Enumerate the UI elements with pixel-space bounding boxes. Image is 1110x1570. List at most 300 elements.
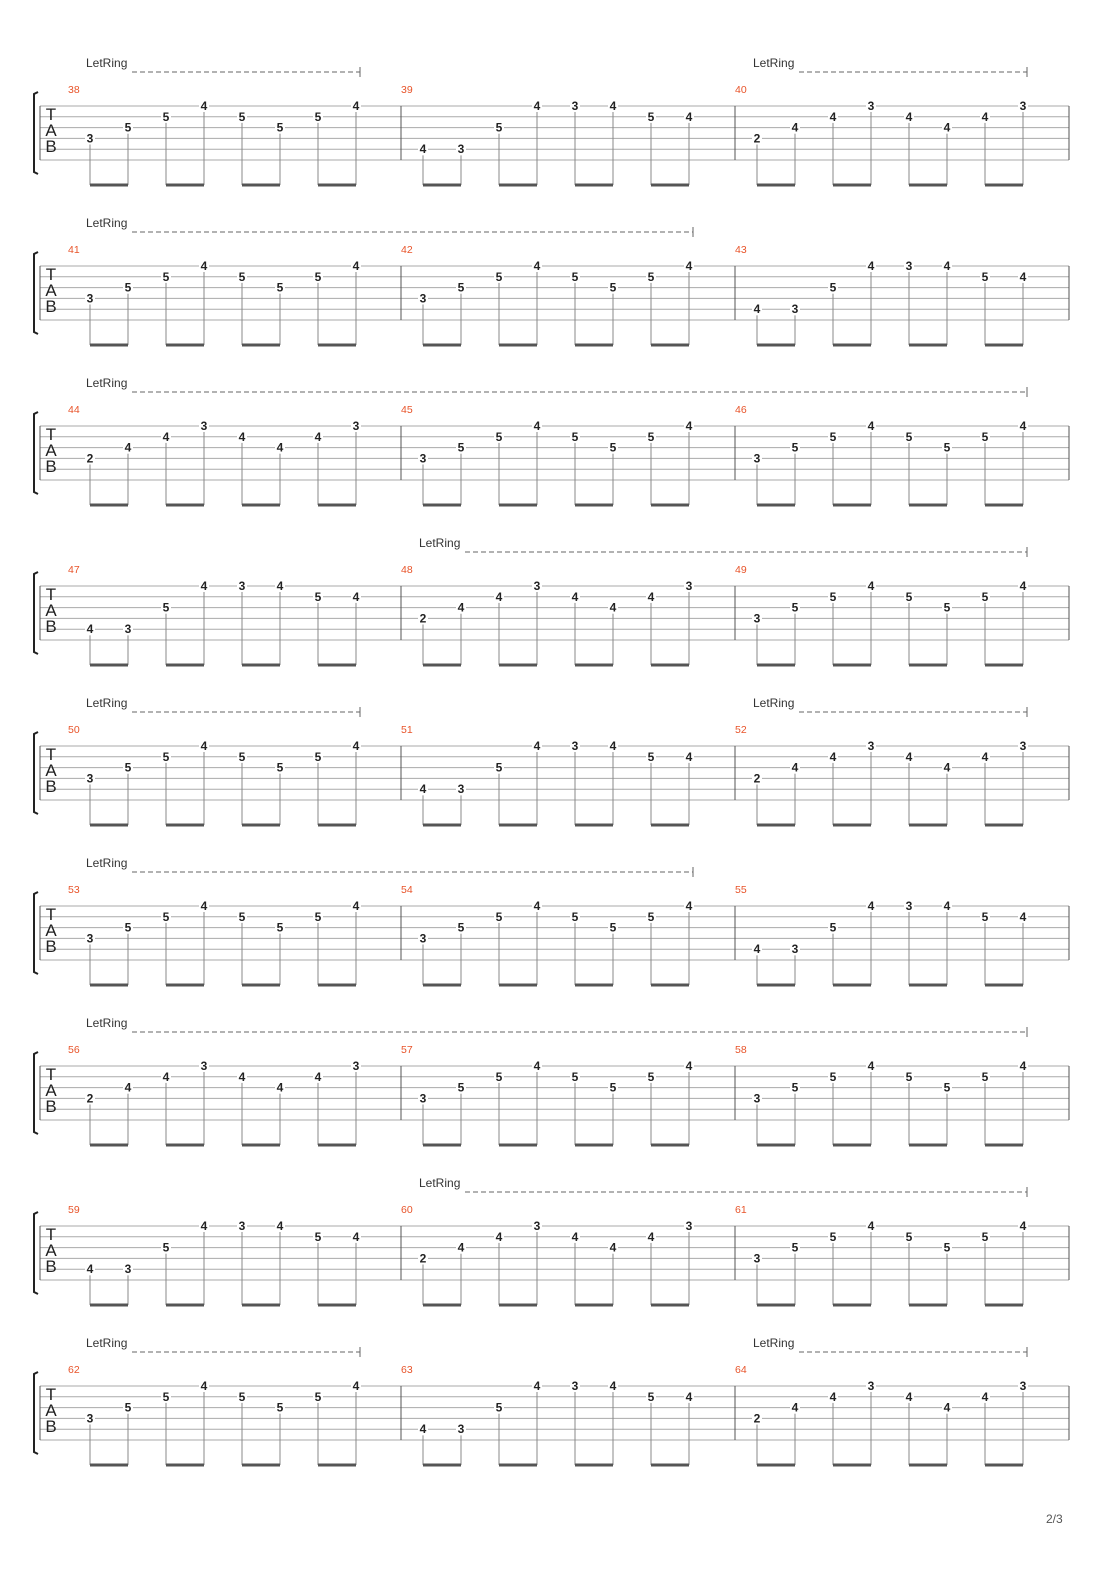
fret-number: 5: [276, 920, 284, 935]
fret-number: 3: [791, 302, 799, 317]
measure-number: 59: [68, 1204, 80, 1216]
fret-number: 3: [685, 579, 693, 593]
fret-number: 4: [162, 1069, 170, 1084]
fret-number: 5: [495, 1400, 503, 1415]
fret-number: 4: [753, 942, 761, 957]
fret-number: 5: [238, 909, 246, 924]
measure-number: 54: [401, 884, 413, 896]
fret-number: 3: [124, 622, 132, 637]
fret-number: 3: [753, 451, 761, 466]
fret-number: 5: [495, 120, 503, 135]
fret-number: 4: [1019, 909, 1027, 924]
fret-number: 5: [495, 269, 503, 284]
fret-number: 4: [867, 579, 875, 593]
fret-number: 4: [200, 899, 208, 913]
fret-number: 5: [791, 600, 799, 615]
fret-number: 4: [238, 1069, 246, 1084]
fret-number: 5: [314, 589, 322, 604]
fret-number: 5: [124, 120, 132, 135]
fret-number: 5: [981, 909, 989, 924]
fret-number: 5: [791, 1240, 799, 1255]
fret-number: 4: [685, 1059, 693, 1073]
fret-number: 5: [314, 269, 322, 284]
fret-number: 3: [457, 1422, 465, 1437]
fret-number: 4: [609, 600, 617, 615]
fret-number: 4: [352, 1379, 360, 1393]
fret-number: 3: [685, 1219, 693, 1233]
fret-number: 3: [86, 931, 94, 946]
letring-label: LetRing: [86, 376, 128, 390]
system-bracket: [34, 892, 38, 974]
fret-number: 5: [276, 1400, 284, 1415]
tab-clef-letter: A: [45, 1401, 57, 1420]
fret-number: 5: [647, 909, 655, 924]
fret-number: 4: [352, 899, 360, 913]
fret-number: 5: [162, 909, 170, 924]
fret-number: 5: [571, 909, 579, 924]
fret-number: 4: [609, 99, 617, 113]
tab-system: [34, 216, 1069, 345]
fret-number: 5: [238, 749, 246, 764]
fret-number: 5: [647, 749, 655, 764]
measure-number: 56: [68, 1044, 80, 1056]
tab-clef-letter: B: [45, 1257, 57, 1276]
measure-number: 47: [68, 564, 80, 576]
tab-clef-letter: T: [45, 1385, 57, 1404]
fret-number: 3: [867, 99, 875, 113]
fret-number: 4: [495, 1229, 503, 1244]
fret-number: 5: [981, 1229, 989, 1244]
tab-clef-letter: A: [45, 441, 57, 460]
fret-number: 4: [943, 1400, 951, 1415]
fret-number: 4: [533, 899, 541, 913]
tab-clef-letter: B: [45, 1097, 57, 1116]
fret-number: 4: [571, 589, 579, 604]
fret-number: 4: [571, 1229, 579, 1244]
tab-clef-letter: T: [45, 585, 57, 604]
fret-number: 5: [314, 1229, 322, 1244]
fret-number: 2: [753, 771, 761, 786]
fret-number: 5: [276, 120, 284, 135]
fret-number: 5: [495, 909, 503, 924]
fret-number: 4: [419, 782, 427, 797]
letring-label: LetRing: [86, 1336, 128, 1350]
measure-number: 48: [401, 564, 413, 576]
fret-number: 5: [571, 269, 579, 284]
fret-number: 4: [533, 259, 541, 273]
fret-number: 2: [86, 1091, 94, 1106]
tab-clef-letter: T: [45, 905, 57, 924]
fret-number: 4: [791, 1400, 799, 1415]
fret-number: 4: [200, 739, 208, 753]
fret-number: 5: [647, 1389, 655, 1404]
fret-number: 3: [86, 771, 94, 786]
tab-system: [34, 376, 1069, 505]
fret-number: 4: [647, 1229, 655, 1244]
fret-number: 3: [200, 1059, 208, 1073]
fret-number: 4: [352, 259, 360, 273]
fret-number: 4: [124, 1080, 132, 1095]
fret-number: 4: [1019, 1219, 1027, 1233]
fret-number: 3: [753, 1251, 761, 1266]
fret-number: 5: [314, 909, 322, 924]
fret-number: 3: [571, 739, 579, 753]
fret-number: 4: [457, 1240, 465, 1255]
fret-number: 3: [533, 579, 541, 593]
fret-number: 4: [905, 109, 913, 124]
tab-system: [34, 1176, 1069, 1305]
measure-number: 38: [68, 84, 80, 96]
fret-number: 4: [1019, 419, 1027, 433]
tab-clef-letter: A: [45, 761, 57, 780]
fret-number: 5: [609, 920, 617, 935]
fret-number: 3: [86, 131, 94, 146]
fret-number: 4: [609, 1240, 617, 1255]
fret-number: 5: [162, 1389, 170, 1404]
fret-number: 4: [533, 419, 541, 433]
fret-number: 4: [981, 1389, 989, 1404]
fret-number: 4: [533, 99, 541, 113]
measure-number: 39: [401, 84, 413, 96]
fret-number: 4: [685, 749, 693, 764]
fret-number: 4: [867, 419, 875, 433]
tab-system: [34, 56, 1069, 185]
letring-label: LetRing: [753, 1336, 795, 1350]
fret-number: 4: [352, 1229, 360, 1244]
fret-number: 3: [86, 291, 94, 306]
fret-number: 4: [943, 760, 951, 775]
fret-number: 3: [867, 739, 875, 753]
measure-number: 50: [68, 724, 80, 736]
letring-label: LetRing: [86, 216, 128, 230]
fret-number: 4: [1019, 579, 1027, 593]
fret-number: 4: [533, 1059, 541, 1073]
fret-number: 5: [609, 440, 617, 455]
fret-number: 5: [829, 429, 837, 444]
fret-number: 4: [533, 739, 541, 753]
fret-number: 5: [943, 1080, 951, 1095]
tab-clef-letter: B: [45, 617, 57, 636]
measure-number: 44: [68, 404, 80, 416]
measure-number: 41: [68, 244, 80, 256]
tab-clef-letter: T: [45, 1225, 57, 1244]
measure-number: 51: [401, 724, 413, 736]
fret-number: 4: [200, 259, 208, 273]
fret-number: 5: [162, 1240, 170, 1255]
fret-number: 4: [867, 1059, 875, 1073]
measure-number: 43: [735, 244, 747, 256]
fret-number: 5: [905, 1229, 913, 1244]
fret-number: 5: [829, 280, 837, 295]
fret-number: 4: [829, 109, 837, 124]
tab-system: [34, 856, 1069, 985]
fret-number: 5: [124, 760, 132, 775]
fret-number: 4: [791, 760, 799, 775]
fret-number: 4: [533, 1379, 541, 1393]
fret-number: 3: [457, 782, 465, 797]
fret-number: 3: [571, 1379, 579, 1393]
fret-number: 4: [867, 1219, 875, 1233]
tab-system: [34, 696, 1069, 825]
fret-number: 2: [86, 451, 94, 466]
fret-number: 5: [124, 280, 132, 295]
fret-number: 4: [753, 302, 761, 317]
fret-number: 5: [162, 749, 170, 764]
measure-number: 46: [735, 404, 747, 416]
measure-number: 57: [401, 1044, 413, 1056]
fret-number: 4: [238, 429, 246, 444]
fret-number: 5: [981, 269, 989, 284]
tab-system: [34, 1016, 1069, 1145]
fret-number: 5: [609, 280, 617, 295]
measure-number: 55: [735, 884, 747, 896]
fret-number: 5: [905, 1069, 913, 1084]
system-bracket: [34, 572, 38, 654]
letring-label: LetRing: [86, 696, 128, 710]
fret-number: 3: [200, 419, 208, 433]
fret-number: 4: [1019, 1059, 1027, 1073]
fret-number: 3: [1019, 99, 1027, 113]
fret-number: 5: [791, 440, 799, 455]
fret-number: 5: [943, 440, 951, 455]
fret-number: 3: [352, 1059, 360, 1073]
measure-number: 52: [735, 724, 747, 736]
fret-number: 4: [943, 259, 951, 273]
fret-number: 5: [495, 429, 503, 444]
fret-number: 4: [943, 120, 951, 135]
fret-number: 4: [609, 739, 617, 753]
tab-system: [34, 1336, 1069, 1465]
tab-clef-letter: B: [45, 937, 57, 956]
fret-number: 4: [419, 1422, 427, 1437]
fret-number: 5: [647, 269, 655, 284]
fret-number: 5: [457, 280, 465, 295]
fret-number: 4: [867, 899, 875, 913]
fret-number: 4: [314, 429, 322, 444]
fret-number: 5: [238, 1389, 246, 1404]
tab-clef-letter: B: [45, 1417, 57, 1436]
fret-number: 4: [943, 899, 951, 913]
fret-number: 4: [419, 142, 427, 157]
fret-number: 4: [352, 739, 360, 753]
fret-number: 3: [86, 1411, 94, 1426]
fret-number: 4: [685, 899, 693, 913]
fret-number: 3: [905, 899, 913, 913]
measure-number: 49: [735, 564, 747, 576]
fret-number: 5: [943, 600, 951, 615]
fret-number: 4: [609, 1379, 617, 1393]
fret-number: 5: [314, 109, 322, 124]
fret-number: 5: [905, 429, 913, 444]
fret-number: 4: [276, 440, 284, 455]
fret-number: 5: [314, 749, 322, 764]
tab-clef-letter: A: [45, 921, 57, 940]
fret-number: 4: [352, 99, 360, 113]
fret-number: 2: [753, 1411, 761, 1426]
fret-number: 4: [86, 1262, 94, 1277]
tab-clef-letter: A: [45, 121, 57, 140]
fret-number: 4: [86, 622, 94, 637]
fret-number: 3: [1019, 1379, 1027, 1393]
fret-number: 5: [647, 109, 655, 124]
fret-number: 4: [685, 419, 693, 433]
fret-number: 5: [162, 269, 170, 284]
fret-number: 5: [314, 1389, 322, 1404]
system-bracket: [34, 252, 38, 334]
tab-clef-letter: B: [45, 777, 57, 796]
measure-number: 64: [735, 1364, 747, 1376]
measure-number: 42: [401, 244, 413, 256]
fret-number: 4: [685, 109, 693, 124]
fret-number: 5: [124, 920, 132, 935]
fret-number: 4: [200, 1379, 208, 1393]
fret-number: 3: [753, 611, 761, 626]
fret-number: 3: [419, 291, 427, 306]
fret-number: 4: [200, 99, 208, 113]
fret-number: 5: [791, 1080, 799, 1095]
fret-number: 4: [647, 589, 655, 604]
fret-number: 2: [753, 131, 761, 146]
fret-number: 3: [238, 579, 246, 593]
system-bracket: [34, 1212, 38, 1294]
measure-number: 63: [401, 1364, 413, 1376]
tab-clef-letter: A: [45, 1081, 57, 1100]
system-bracket: [34, 92, 38, 174]
fret-number: 4: [276, 1219, 284, 1233]
tab-system: [34, 536, 1069, 665]
fret-number: 5: [495, 760, 503, 775]
letring-label: LetRing: [753, 696, 795, 710]
fret-number: 4: [457, 600, 465, 615]
fret-number: 5: [238, 269, 246, 284]
fret-number: 4: [495, 589, 503, 604]
tab-clef-letter: B: [45, 457, 57, 476]
fret-number: 3: [238, 1219, 246, 1233]
tab-clef-letter: B: [45, 297, 57, 316]
system-bracket: [34, 1372, 38, 1454]
fret-number: 5: [609, 1080, 617, 1095]
tab-clef-letter: T: [45, 105, 57, 124]
measure-number: 61: [735, 1204, 747, 1216]
tab-clef-letter: T: [45, 1065, 57, 1084]
letring-label: LetRing: [86, 1016, 128, 1030]
fret-number: 5: [162, 600, 170, 615]
fret-number: 5: [981, 1069, 989, 1084]
tab-clef-letter: T: [45, 745, 57, 764]
letring-label: LetRing: [86, 856, 128, 870]
fret-number: 4: [829, 1389, 837, 1404]
fret-number: 4: [314, 1069, 322, 1084]
fret-number: 4: [276, 579, 284, 593]
fret-number: 4: [905, 1389, 913, 1404]
fret-number: 5: [829, 589, 837, 604]
fret-number: 3: [457, 142, 465, 157]
tab-clef-letter: A: [45, 281, 57, 300]
letring-label: LetRing: [753, 56, 795, 70]
letring-label: LetRing: [419, 536, 461, 550]
tab-clef-letter: A: [45, 601, 57, 620]
fret-number: 5: [981, 429, 989, 444]
measure-number: 58: [735, 1044, 747, 1056]
fret-number: 3: [419, 451, 427, 466]
fret-number: 4: [981, 749, 989, 764]
system-bracket: [34, 732, 38, 814]
letring-label: LetRing: [419, 1176, 461, 1190]
fret-number: 4: [124, 440, 132, 455]
fret-number: 5: [124, 1400, 132, 1415]
tab-clef-letter: T: [45, 425, 57, 444]
system-bracket: [34, 1052, 38, 1134]
fret-number: 2: [419, 1251, 427, 1266]
fret-number: 2: [419, 611, 427, 626]
fret-number: 3: [419, 931, 427, 946]
fret-number: 5: [276, 760, 284, 775]
fret-number: 4: [162, 429, 170, 444]
fret-number: 5: [276, 280, 284, 295]
fret-number: 4: [829, 749, 837, 764]
fret-number: 4: [200, 579, 208, 593]
letring-label: LetRing: [86, 56, 128, 70]
fret-number: 4: [981, 109, 989, 124]
fret-number: 5: [571, 1069, 579, 1084]
fret-number: 5: [647, 429, 655, 444]
measure-number: 62: [68, 1364, 80, 1376]
fret-number: 5: [457, 920, 465, 935]
fret-number: 3: [867, 1379, 875, 1393]
tab-clef-letter: A: [45, 1241, 57, 1260]
fret-number: 3: [124, 1262, 132, 1277]
fret-number: 4: [200, 1219, 208, 1233]
fret-number: 4: [352, 589, 360, 604]
fret-number: 5: [829, 1069, 837, 1084]
measure-number: 53: [68, 884, 80, 896]
fret-number: 3: [533, 1219, 541, 1233]
fret-number: 3: [571, 99, 579, 113]
fret-number: 4: [276, 1080, 284, 1095]
fret-number: 5: [829, 920, 837, 935]
fret-number: 5: [905, 589, 913, 604]
fret-number: 3: [753, 1091, 761, 1106]
measure-number: 45: [401, 404, 413, 416]
measure-number: 40: [735, 84, 747, 96]
page-number: 2/3: [1046, 1512, 1063, 1526]
fret-number: 5: [238, 109, 246, 124]
fret-number: 5: [647, 1069, 655, 1084]
tab-clef-letter: B: [45, 137, 57, 156]
fret-number: 4: [867, 259, 875, 273]
fret-number: 3: [1019, 739, 1027, 753]
fret-number: 4: [685, 1389, 693, 1404]
fret-number: 5: [943, 1240, 951, 1255]
fret-number: 4: [1019, 269, 1027, 284]
fret-number: 4: [791, 120, 799, 135]
tab-clef-letter: T: [45, 265, 57, 284]
fret-number: 5: [457, 440, 465, 455]
system-bracket: [34, 412, 38, 494]
fret-number: 5: [457, 1080, 465, 1095]
fret-number: 3: [791, 942, 799, 957]
fret-number: 5: [981, 589, 989, 604]
fret-number: 3: [419, 1091, 427, 1106]
fret-number: 4: [685, 259, 693, 273]
measure-number: 60: [401, 1204, 413, 1216]
fret-number: 3: [905, 259, 913, 273]
fret-number: 3: [352, 419, 360, 433]
fret-number: 5: [571, 429, 579, 444]
fret-number: 5: [495, 1069, 503, 1084]
fret-number: 4: [905, 749, 913, 764]
fret-number: 5: [162, 109, 170, 124]
